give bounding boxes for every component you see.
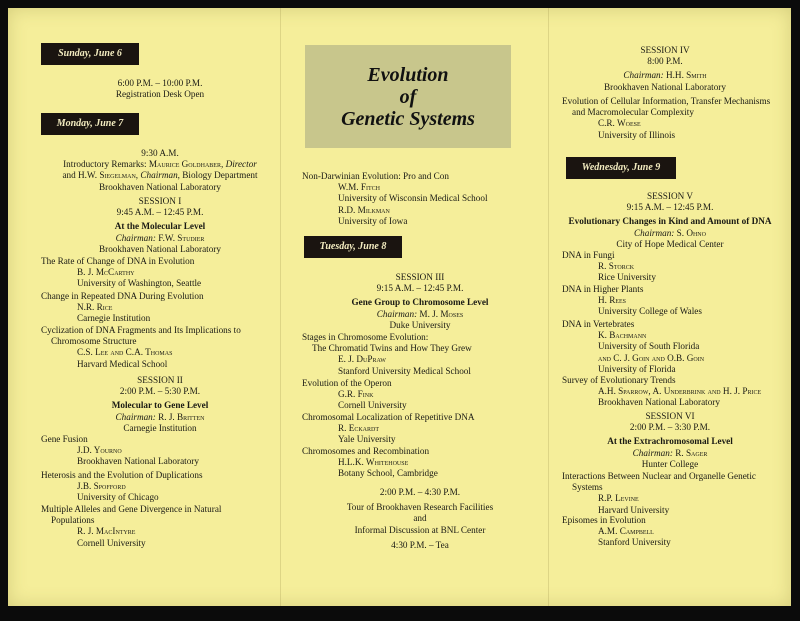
talk-speaker: H. Rees [598, 295, 627, 306]
talk-title: Non-Darwinian Evolution: Pro and Con [302, 171, 449, 181]
talk-title: Chromosomal Localization of Repetitive DNA [302, 412, 475, 422]
session-2-chair-label: Chairman: [115, 411, 156, 422]
talk-speaker: A.H. Sparrow, A. Underbrink and H. J. Price [598, 386, 762, 397]
tea-time: 4:30 P.M. – Tea [391, 539, 449, 550]
afternoon-line-2: and [413, 513, 427, 524]
session-3-time: 9:15 A.M. – 12:45 P.M. [376, 283, 464, 294]
talk-inst-1: University of Wisconsin Medical School [338, 193, 488, 204]
title-box [305, 45, 511, 148]
talk-title-2: Chromosome Structure [51, 336, 137, 347]
intro-l1-role: , Director [220, 159, 257, 170]
session-3-chair-name: M. J. Moses [419, 308, 464, 319]
session-5-chair-name: S. Ohno [676, 227, 706, 238]
session-6-inst: Hunter College [641, 458, 699, 469]
intro-l1-pre: Introductory Remarks: [63, 159, 149, 170]
talk-inst: Cornell University [338, 400, 407, 411]
session-3-topic: Gene Group to Chromosome Level [351, 297, 489, 308]
day-label-sunday: Sunday, June 6 [41, 43, 139, 65]
session-4-chair-label: Chairman: [623, 70, 664, 81]
talk-3-7 [562, 515, 792, 549]
talk-title-2: and Macromolecular Complexity [572, 107, 694, 118]
talk-speaker: H.L.K. Whitehouse [338, 457, 409, 468]
session-4-chair [545, 70, 785, 81]
talk-speaker: C.S. Lee and C.A. Thomas [77, 347, 173, 358]
session-5-topic: Evolutionary Changes in Kind and Amount of DNA [568, 216, 772, 227]
session-5-chair-label: Chairman: [634, 227, 675, 238]
talk-speaker: B. J. McCarthy [77, 267, 135, 278]
session-1-label: SESSION I [138, 196, 182, 206]
session-1-chair-name: F.W. Studier [158, 232, 205, 243]
talk-inst: University College of Wales [598, 306, 702, 317]
talk-3-3 [562, 284, 792, 318]
talk-title: Survey of Evolutionary Trends [562, 375, 676, 385]
talk-3-6 [562, 471, 792, 516]
talk-speaker-2: R.D. Milkman [338, 204, 390, 215]
session-2-time: 2:00 P.M. – 5:30 P.M. [119, 386, 201, 397]
session-3-label: SESSION III [395, 272, 445, 282]
talk-2-2 [302, 332, 542, 377]
talk-1-3 [41, 325, 286, 370]
talk-title: DNA in Higher Plants [562, 284, 644, 294]
talk-inst: Cornell University [77, 537, 146, 548]
intro-line-1 [40, 159, 280, 170]
session-5-inst: City of Hope Medical Center [616, 238, 724, 249]
talk-speaker: G.R. Fink [338, 389, 374, 400]
session-1-chair [40, 233, 280, 244]
day-label-tuesday: Tuesday, June 8 [304, 236, 402, 258]
session-4-time: 8:00 P.M. [647, 56, 683, 67]
talk-title: Heterosis and the Evolution of Duplications [41, 470, 203, 480]
talk-inst: Harvard Medical School [77, 358, 168, 369]
talk-title-1: Cyclization of DNA Fragments and Its Implications to [41, 325, 241, 335]
session-5-header [550, 191, 790, 250]
session-3-inst: Duke University [389, 319, 451, 330]
talk-inst: Brookhaven National Laboratory [77, 456, 199, 467]
talk-1-4 [41, 434, 281, 468]
intro-line-3: Brookhaven National Laboratory [99, 181, 221, 192]
talk-speaker: A.M. Campbell [598, 526, 654, 537]
session-1-inst: Brookhaven National Laboratory [99, 243, 221, 254]
fold-line-right [548, 8, 549, 606]
afternoon-line-3: Informal Discussion at BNL Center [354, 524, 486, 535]
talk-title: Chromosomes and Recombination [302, 446, 430, 456]
session-1-time: 9:45 A.M. – 12:45 P.M. [116, 207, 204, 218]
session-3-chair [300, 309, 540, 320]
intro-l2-name: Siegelman [99, 170, 136, 181]
talk-3-1 [562, 96, 792, 141]
talk-inst: University of Washington, Seattle [77, 278, 202, 289]
talk-speaker: N.R. Rice [77, 302, 113, 313]
talk-title-1: Evolution of Cellular Information, Transfer Mechanisms [562, 96, 771, 106]
session-3-header [300, 272, 540, 331]
talk-1-6 [41, 504, 281, 549]
title-line-3: Genetic Systems [341, 107, 475, 130]
talk-inst-2: University of Iowa [338, 215, 408, 226]
talk-inst: University of Chicago [77, 492, 159, 503]
talk-title-2: Systems [572, 482, 603, 493]
session-6-header [550, 411, 790, 470]
talk-inst: Rice University [598, 272, 656, 283]
day-label-wednesday: Wednesday, June 9 [566, 157, 676, 179]
talk-inst: University of Illinois [598, 129, 676, 140]
sunday-time: 6:00 P.M. – 10:00 P.M. [117, 78, 203, 88]
talk-title-2: Populations [51, 515, 95, 526]
session-4-inst: Brookhaven National Laboratory [604, 81, 726, 92]
afternoon-line-1: Tour of Brookhaven Research Facilities [346, 502, 494, 513]
session-2-inst: Carnegie Institution [123, 422, 197, 433]
session-6-label: SESSION VI [645, 411, 695, 421]
talk-inst: Brookhaven National Laboratory [598, 397, 720, 408]
session-4-header [545, 45, 785, 93]
talk-2-5 [302, 446, 542, 480]
intro-line-2 [40, 170, 280, 181]
talk-1-5 [41, 470, 281, 504]
session-6-time: 2:00 P.M. – 3:30 P.M. [629, 422, 711, 433]
talk-speaker: E. J. DuPraw [338, 354, 386, 365]
session-5-label: SESSION V [646, 191, 694, 201]
session-2-header [40, 375, 280, 434]
talk-1-2 [41, 291, 281, 325]
title-line-2: of [399, 85, 417, 108]
session-5-chair [550, 228, 790, 239]
talk-speaker: J.B. Spofford [77, 481, 126, 492]
title-line-1: Evolution [367, 63, 449, 86]
talk-title: Gene Fusion [41, 434, 88, 444]
session-6-chair-name: R. Sager [675, 447, 708, 458]
session-1-topic: At the Molecular Level [114, 221, 206, 232]
session-2-topic: Molecular to Gene Level [111, 400, 209, 411]
session-1-chair-label: Chairman: [115, 232, 156, 243]
talk-inst: Harvard University [598, 504, 670, 515]
talk-title: DNA in Vertebrates [562, 319, 635, 329]
afternoon-block [300, 487, 540, 551]
session-2-chair-name: R. J. Britten [158, 411, 205, 422]
sunday-info [40, 78, 280, 100]
sunday-event: Registration Desk Open [115, 89, 205, 100]
talk-speaker-1: W.M. Fitch [338, 182, 380, 193]
talk-1-1 [41, 256, 281, 290]
talk-inst-2: University of Florida [598, 363, 676, 374]
talk-speaker: J.D. Yourno [77, 445, 122, 456]
session-2-chair [40, 412, 280, 423]
intro-time: 9:30 A.M. [141, 148, 179, 158]
intro-l2-post: , Biology Department [177, 170, 258, 181]
session-2-label: SESSION II [137, 375, 183, 385]
session-4-chair-name: H.H. Smith [666, 70, 707, 81]
session-6-chair [550, 448, 790, 459]
talk-speaker: R. Storck [598, 261, 635, 272]
talk-title: DNA in Fungi [562, 250, 615, 260]
session-1-header [40, 196, 280, 255]
talk-title: Episomes in Evolution [562, 515, 646, 525]
talk-inst: Botany School, Cambridge [338, 468, 438, 479]
talk-title: The Rate of Change of DNA in Evolution [41, 256, 195, 266]
talk-inst-1: University of South Florida [598, 341, 700, 352]
talk-speaker-1: K. Bachmann [598, 330, 647, 341]
talk-inst: Carnegie Institution [77, 313, 151, 324]
talk-2-1 [302, 171, 542, 227]
session-4-label: SESSION IV [640, 45, 690, 55]
talk-speaker: C.R. Woese [598, 118, 641, 129]
talk-inst: Stanford University [598, 537, 671, 548]
talk-3-5 [562, 375, 792, 409]
talk-speaker-2: and C. J. Goin and O.B. Goin [598, 352, 705, 363]
talk-inst: Stanford University Medical School [338, 365, 471, 376]
talk-inst: Yale University [338, 434, 396, 445]
talk-title-1: Multiple Alleles and Gene Divergence in Natural [41, 504, 222, 514]
session-6-chair-label: Chairman: [632, 447, 673, 458]
session-5-time: 9:15 A.M. – 12:45 P.M. [626, 202, 714, 213]
session-6-topic: At the Extrachromosomal Level [607, 436, 733, 447]
talk-title-1: Interactions Between Nuclear and Organelle Genetic [562, 471, 756, 481]
talk-title: Change in Repeated DNA During Evolution [41, 291, 204, 301]
session-3-chair-label: Chairman: [376, 308, 418, 319]
talk-2-3 [302, 378, 542, 412]
talk-speaker: R.P. Levine [598, 493, 639, 504]
intro-block [40, 148, 280, 193]
talk-3-2 [562, 250, 792, 284]
talk-2-4 [302, 412, 542, 446]
talk-title-1: Stages in Chromosome Evolution: [302, 332, 429, 342]
talk-speaker: R. Eckardt [338, 423, 380, 434]
talk-3-4 [562, 319, 792, 375]
afternoon-time: 2:00 P.M. – 4:30 P.M. [379, 487, 461, 497]
intro-l1-name: Maurice Goldhaber [148, 159, 221, 170]
intro-l2-role: , Chairman [135, 170, 178, 181]
day-label-monday: Monday, June 7 [41, 113, 139, 135]
talk-title-2: The Chromatid Twins and How They Grew [312, 343, 472, 354]
talk-title: Evolution of the Operon [302, 378, 392, 388]
talk-speaker: R. J. MacIntyre [77, 526, 136, 537]
intro-l2-pre: and H.W. [62, 170, 100, 181]
